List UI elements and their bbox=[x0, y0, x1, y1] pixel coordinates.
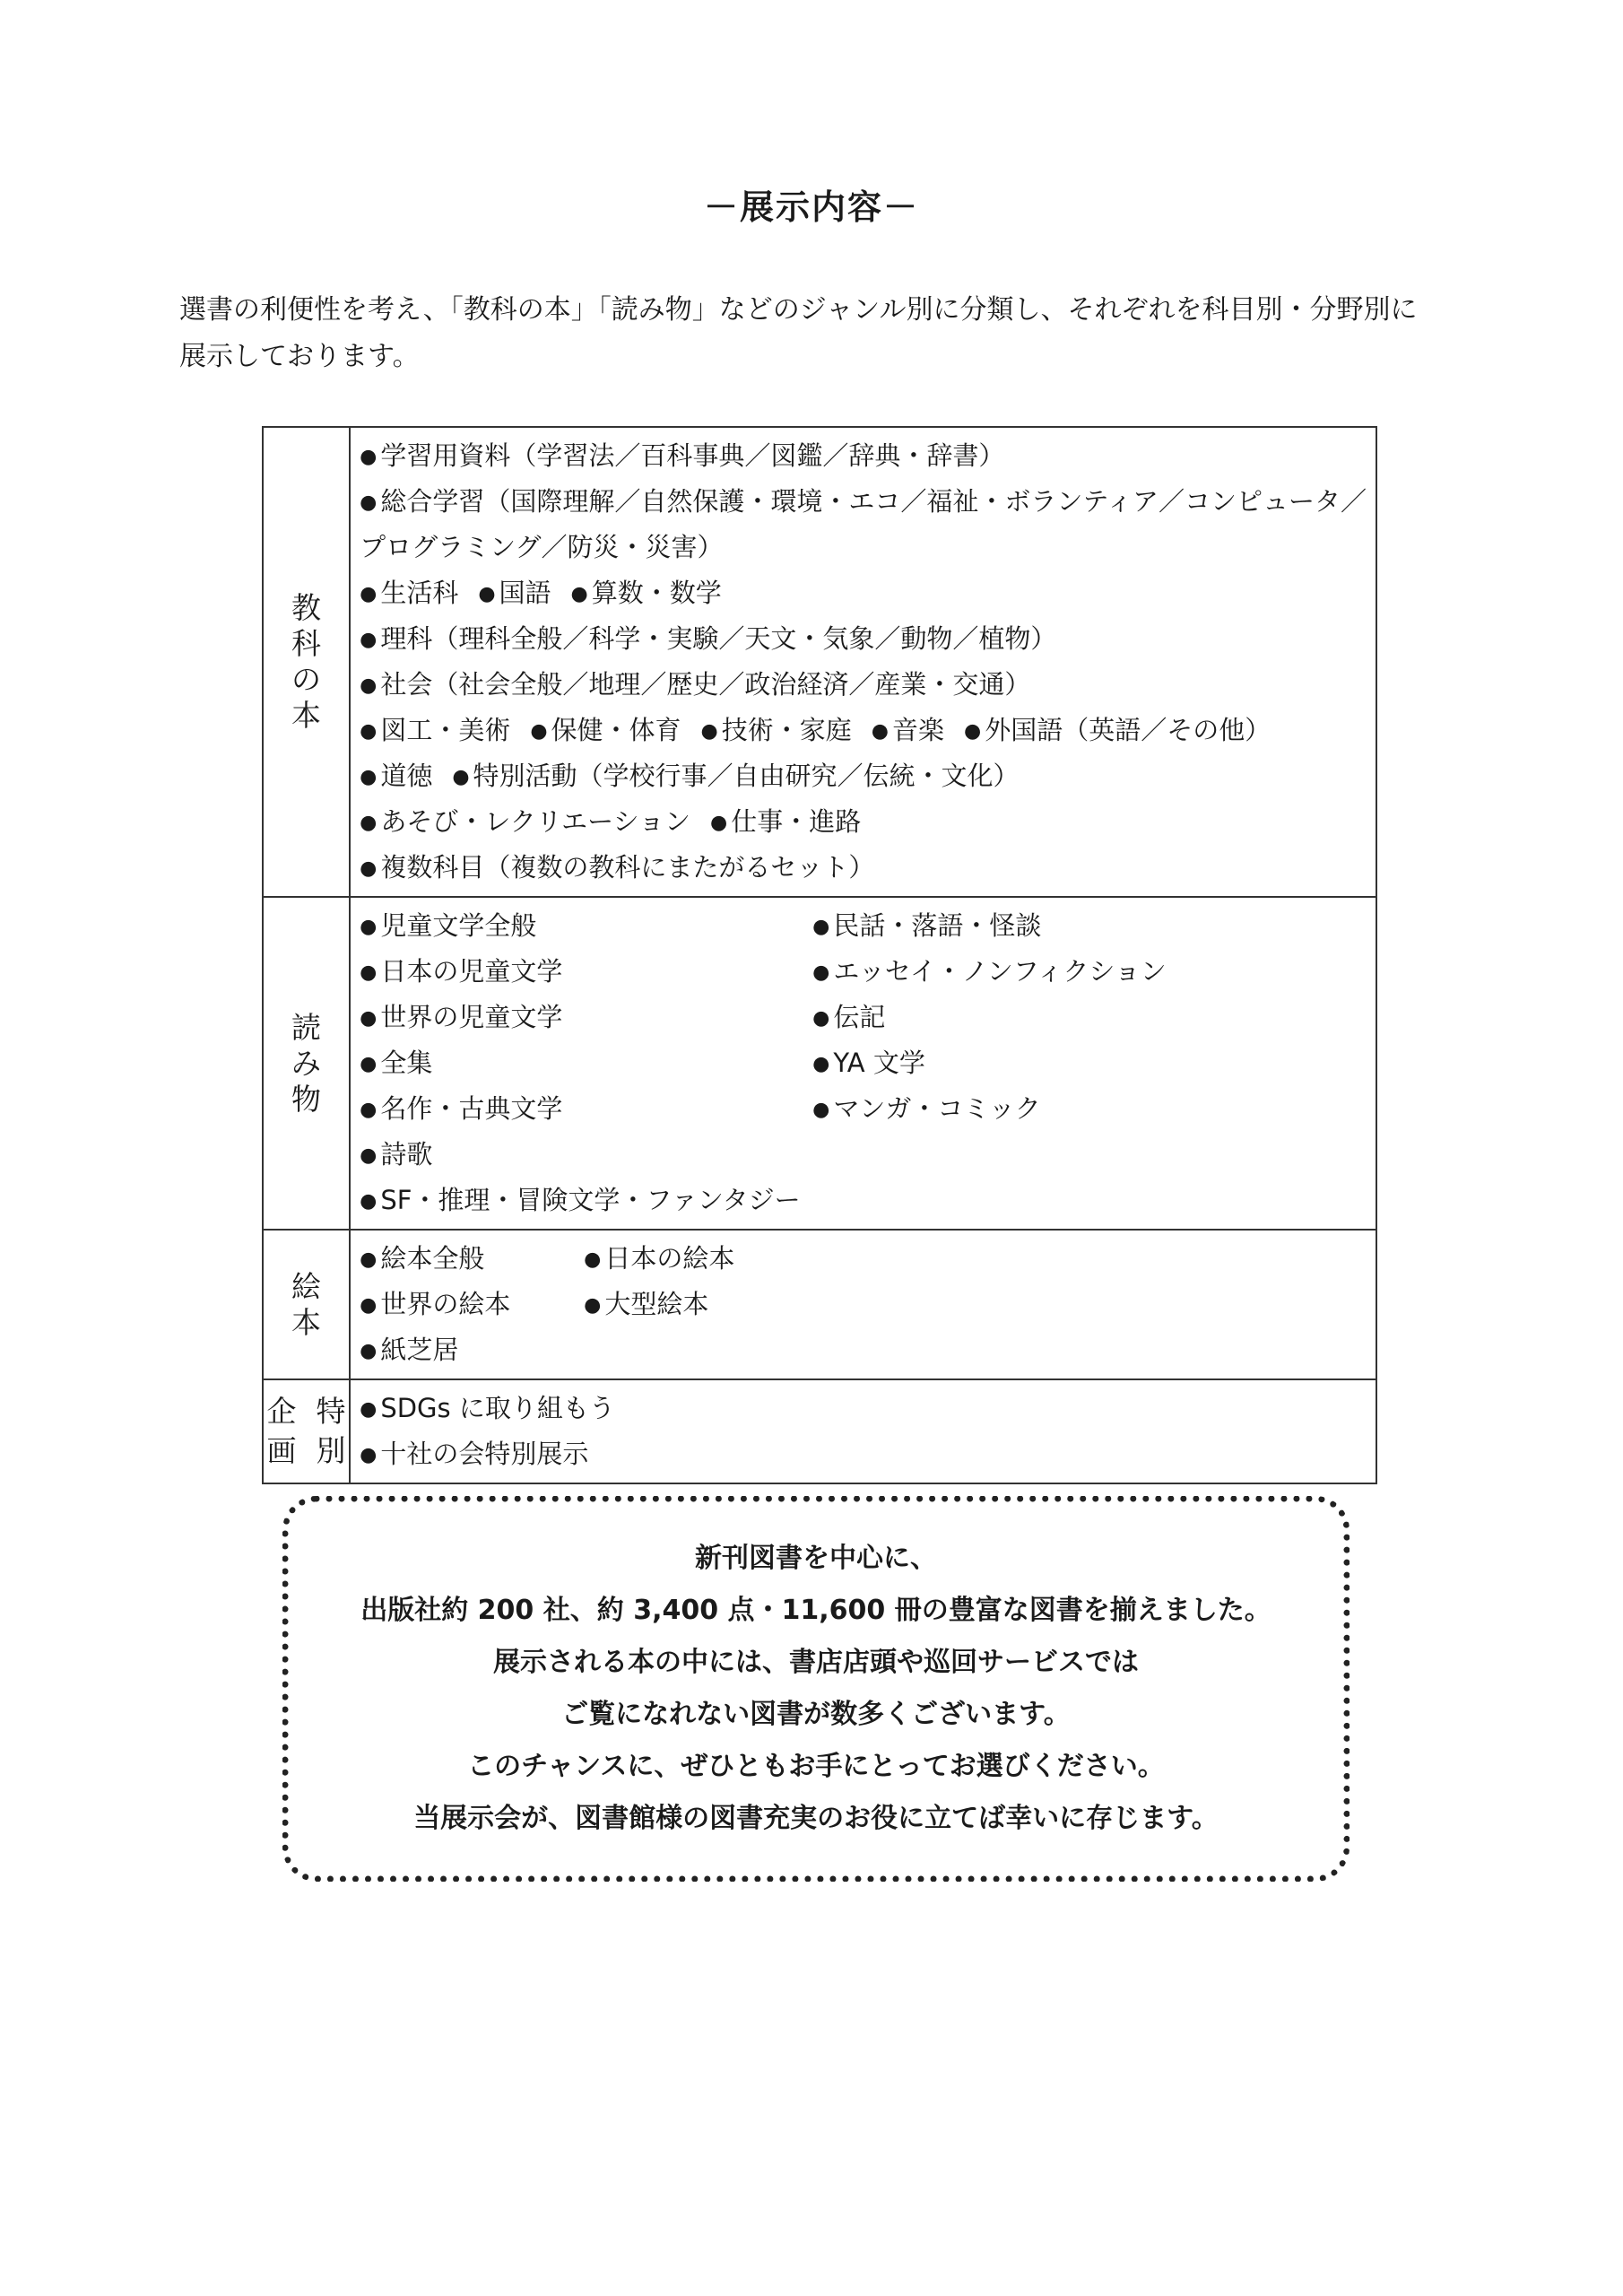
category-items-kyouka bbox=[350, 427, 1376, 897]
category-label-char: 読 bbox=[291, 1009, 322, 1045]
bullet-icon: ● bbox=[812, 916, 830, 938]
category-items-yomimono bbox=[350, 897, 1376, 1230]
list-item bbox=[360, 1327, 584, 1373]
list-item bbox=[360, 570, 1367, 616]
item-text: 日本の絵本 bbox=[604, 1243, 735, 1274]
bullet-icon: ● bbox=[360, 961, 378, 984]
row-tokubetsu bbox=[263, 1379, 1376, 1483]
list-item bbox=[812, 903, 1367, 949]
list-item bbox=[812, 995, 1367, 1040]
intro-line: 選書の利便性を考え、「教科の本」「読み物」などのジャンル別に分類し、それぞれを科目別・分野別に bbox=[179, 294, 1418, 326]
list-item bbox=[360, 433, 1367, 479]
item-text: 民話・落語・怪談 bbox=[833, 910, 1042, 941]
bullet-icon: ● bbox=[360, 1007, 378, 1030]
item-text: 学習用資料（学習法／百科事典／図鑑／辞典・辞書） bbox=[380, 440, 1005, 471]
category-items-tokubetsu bbox=[350, 1379, 1376, 1483]
bullet-icon: ● bbox=[360, 1053, 378, 1075]
bullet-icon: ● bbox=[360, 766, 378, 788]
item-text: 絵本全般 bbox=[380, 1243, 485, 1274]
bullet-icon: ● bbox=[812, 1007, 830, 1030]
bullet-icon: ● bbox=[360, 1444, 378, 1466]
category-label-char: 本 bbox=[291, 1304, 322, 1340]
category-label-char: み bbox=[291, 1045, 322, 1081]
bullet-icon: ● bbox=[360, 1340, 378, 1362]
item-text: 紙芝居 bbox=[380, 1335, 459, 1365]
item-text: 技術・家庭 bbox=[721, 715, 852, 745]
category-items-ehon bbox=[350, 1230, 1376, 1379]
list-item bbox=[360, 525, 1367, 570]
item-text: 社会（社会全般／地理／歴史／政治経済／産業・交通） bbox=[380, 669, 1031, 700]
bullet-icon: ● bbox=[360, 916, 378, 938]
category-label-char: 絵 bbox=[291, 1268, 322, 1304]
item-text: プログラミング／防災・災害） bbox=[360, 532, 724, 562]
item-text: あそび・レクリエーション bbox=[380, 806, 690, 837]
list-item bbox=[360, 1386, 1367, 1431]
item-text: 名作・古典文学 bbox=[380, 1093, 563, 1124]
item-text: 音楽 bbox=[891, 715, 944, 745]
item-text: 道徳 bbox=[380, 761, 433, 791]
category-label-ehon bbox=[263, 1230, 350, 1379]
item-text: 世界の絵本 bbox=[380, 1289, 511, 1319]
bullet-icon: ● bbox=[584, 1294, 602, 1317]
list-item bbox=[360, 662, 1367, 708]
page-title: －展示内容－ bbox=[703, 187, 919, 227]
list-item bbox=[584, 1282, 734, 1327]
intro-text bbox=[179, 287, 1471, 380]
item-text: エッセイ・ノンフィクション bbox=[833, 956, 1167, 987]
notice-line: 展示される本の中には、書店店頭や巡回サービスでは bbox=[493, 1647, 1139, 1678]
list-item bbox=[812, 1086, 1367, 1132]
bullet-icon: ● bbox=[812, 1053, 830, 1075]
category-label-yomimono bbox=[263, 897, 350, 1230]
exhibit-table bbox=[262, 426, 1377, 1484]
category-label-kyouka bbox=[263, 427, 350, 897]
bullet-icon: ● bbox=[360, 1248, 378, 1271]
category-label-char: の bbox=[291, 662, 322, 697]
bullet-icon: ● bbox=[812, 961, 830, 984]
category-label-char: 物 bbox=[291, 1081, 322, 1117]
list-item bbox=[360, 1086, 812, 1132]
item-text: 生活科 bbox=[380, 578, 459, 608]
item-text: 日本の児童文学 bbox=[380, 956, 563, 987]
category-label-char: 教 bbox=[291, 590, 322, 625]
list-item bbox=[360, 616, 1367, 662]
list-item bbox=[360, 903, 812, 949]
bullet-icon: ● bbox=[360, 446, 378, 468]
bullet-icon: ● bbox=[478, 583, 496, 605]
item-text: 詩歌 bbox=[380, 1139, 433, 1170]
list-item bbox=[360, 949, 812, 995]
bullet-icon: ● bbox=[584, 1248, 602, 1271]
bullet-icon: ● bbox=[570, 583, 588, 605]
list-item bbox=[360, 479, 1367, 525]
intro-line: 展示しております。 bbox=[179, 341, 420, 372]
row-yomimono bbox=[263, 897, 1376, 1230]
bullet-icon: ● bbox=[360, 629, 378, 651]
bullet-icon: ● bbox=[963, 720, 982, 743]
bullet-icon: ● bbox=[360, 1398, 378, 1421]
list-item bbox=[360, 708, 1367, 753]
item-text: 保健・体育 bbox=[551, 715, 681, 745]
item-text: 算数・数学 bbox=[591, 578, 722, 608]
notice-box bbox=[282, 1496, 1350, 1882]
bullet-icon: ● bbox=[812, 1099, 830, 1121]
item-text: SDGs に取り組もう bbox=[380, 1393, 615, 1423]
notice-line: 当展示会が、図書館様の図書充実のお役に立てば幸いに存じます。 bbox=[413, 1803, 1219, 1834]
list-item bbox=[360, 753, 1367, 799]
bullet-icon: ● bbox=[360, 720, 378, 743]
bullet-icon: ● bbox=[452, 766, 470, 788]
notice-line: このチャンスに、ぜひともお手にとってお選びください。 bbox=[467, 1751, 1165, 1782]
item-text: 大型絵本 bbox=[604, 1289, 709, 1319]
bullet-icon: ● bbox=[360, 674, 378, 697]
item-text: SF・推理・冒険文学・ファンタジー bbox=[380, 1185, 801, 1215]
item-text: 仕事・進路 bbox=[731, 806, 862, 837]
category-label-char: 画 bbox=[266, 1433, 297, 1468]
bullet-icon: ● bbox=[710, 812, 728, 834]
list-item bbox=[360, 799, 1367, 845]
bullet-icon: ● bbox=[700, 720, 718, 743]
bullet-icon: ● bbox=[530, 720, 548, 743]
item-text: 国語 bbox=[499, 578, 551, 608]
bullet-icon: ● bbox=[360, 812, 378, 834]
item-text: 外国語（英語／その他） bbox=[985, 715, 1271, 745]
bullet-icon: ● bbox=[360, 1099, 378, 1121]
category-label-char: 科 bbox=[291, 626, 322, 661]
bullet-icon: ● bbox=[360, 491, 378, 514]
list-item bbox=[360, 1178, 812, 1223]
item-text: 児童文学全般 bbox=[380, 910, 537, 941]
item-text: 世界の児童文学 bbox=[380, 1002, 563, 1032]
item-text: マンガ・コミック bbox=[833, 1093, 1041, 1124]
category-label-tokubetsu bbox=[263, 1379, 350, 1483]
row-ehon bbox=[263, 1230, 1376, 1379]
notice-line: ご覧になれない図書が数多くございます。 bbox=[561, 1699, 1071, 1730]
list-item bbox=[812, 949, 1367, 995]
list-item bbox=[360, 995, 812, 1040]
item-text: 理科（理科全般／科学・実験／天文・気象／動物／植物） bbox=[380, 623, 1057, 654]
item-text: 伝記 bbox=[833, 1002, 886, 1032]
category-label-char: 企 bbox=[266, 1394, 297, 1429]
category-label-char: 別 bbox=[316, 1433, 346, 1468]
list-item bbox=[812, 1040, 1367, 1086]
notice-line: 新刊図書を中心に、 bbox=[695, 1543, 937, 1574]
list-item bbox=[360, 1040, 812, 1086]
list-item bbox=[360, 1431, 1367, 1477]
item-text: 全集 bbox=[380, 1048, 433, 1078]
item-text: 特別活動（学校行事／自由研究／伝統・文化） bbox=[473, 761, 1020, 791]
item-text: 複数科目（複数の教科にまたがるセット） bbox=[380, 852, 875, 883]
bullet-icon: ● bbox=[871, 720, 889, 743]
item-text: 図工・美術 bbox=[380, 715, 511, 745]
list-item bbox=[360, 845, 1367, 891]
bullet-icon: ● bbox=[360, 1190, 378, 1213]
bullet-icon: ● bbox=[360, 1294, 378, 1317]
list-item bbox=[584, 1236, 734, 1282]
notice-line: 出版社約 200 社、約 3,400 点・11,600 冊の豊富な図書を揃えました。 bbox=[360, 1595, 1271, 1626]
bullet-icon: ● bbox=[360, 583, 378, 605]
bullet-icon: ● bbox=[360, 857, 378, 880]
row-kyouka bbox=[263, 427, 1376, 897]
category-label-char: 特 bbox=[316, 1394, 346, 1429]
list-item bbox=[360, 1282, 584, 1327]
item-text: 十社の会特別展示 bbox=[380, 1439, 589, 1469]
category-label-char: 本 bbox=[291, 698, 322, 733]
item-text: YA 文学 bbox=[833, 1048, 925, 1078]
list-item bbox=[360, 1132, 812, 1178]
bullet-icon: ● bbox=[360, 1144, 378, 1167]
list-item bbox=[360, 1236, 584, 1282]
item-text: 総合学習（国際理解／自然保護・環境・エコ／福祉・ボランティア／コンピュータ／ bbox=[380, 486, 1367, 517]
